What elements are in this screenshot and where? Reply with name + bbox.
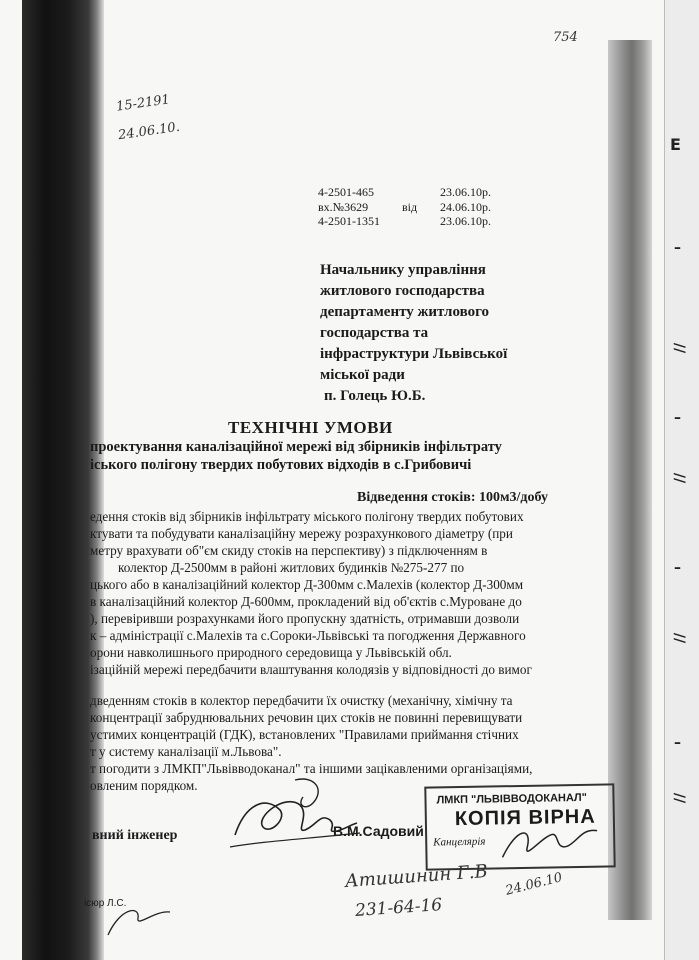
margin-mark: // bbox=[671, 342, 688, 354]
reg-date: 23.06.10р. bbox=[440, 185, 491, 199]
body-line: ), перевіривши розрахунками його пропускну здатність, отримавши дозволи bbox=[90, 611, 520, 626]
body-line: дведенням стоків в колектор передбачити їх очистку (механічну, хімічну та bbox=[90, 693, 513, 708]
handwritten-note: 24.06.10. bbox=[117, 119, 181, 144]
signatory-title: вний інженер bbox=[92, 828, 178, 843]
addressee-line: господарства та bbox=[320, 325, 429, 341]
body-line: в каналізаційний колектор Д-600мм, прокладений від об'єктів с.Муроване до bbox=[90, 594, 522, 609]
initials-icon bbox=[100, 900, 180, 940]
reg-date: 24.06.10р. bbox=[440, 200, 491, 214]
body-line: колектор Д-2500мм в районі житлових будинків №275-277 по bbox=[118, 560, 465, 575]
addressee-line: департаменту житлового bbox=[320, 304, 490, 320]
body-line: ізаційній мережі передбачити влаштування колодязів у відповідності до вимог bbox=[90, 662, 532, 677]
scan-shadow-left bbox=[22, 0, 100, 960]
margin-mark: // bbox=[671, 792, 688, 804]
body-line: едення стоків від збірників інфільтрату міського полігону твердих побутових bbox=[90, 509, 524, 524]
body-line: т погодити з ЛМКП"Львівводоканал" та іншими зацікавленими організаціями, bbox=[90, 761, 533, 776]
margin-mark: // bbox=[671, 632, 688, 644]
reg-number: 4-2501-1351 bbox=[318, 214, 380, 228]
document-subtitle: проектування каналізаційної мережі від збірників інфільтрату bbox=[90, 439, 502, 455]
margin-mark: – bbox=[674, 735, 681, 751]
addressee-line: міської ради bbox=[320, 367, 405, 383]
body-line bbox=[90, 678, 532, 692]
handwritten-date: 24.06.10 bbox=[504, 870, 564, 899]
signatory-name: В.М.Садовий bbox=[333, 823, 424, 839]
margin-mark: // bbox=[671, 472, 688, 484]
margin-mark: Е bbox=[670, 135, 681, 154]
discharge-volume: Відведення стоків: 100м3/добу bbox=[357, 490, 548, 505]
body-line: устимих концентрацій (ГДК), встановлених "Правилами приймання стічних bbox=[90, 727, 519, 742]
reg-date: 23.06.10р. bbox=[440, 214, 491, 228]
addressee-line: інфраструктури Львівської bbox=[320, 346, 508, 362]
document-subtitle: іського полігону твердих побутових відходів в с.Грибовичі bbox=[90, 457, 472, 473]
margin-mark: – bbox=[674, 560, 681, 576]
margin-mark: – bbox=[674, 410, 681, 426]
page-number: 754 bbox=[553, 30, 578, 45]
body-line: метру врахувати об"єм скиду стоків на перспективу) з підключенням в bbox=[90, 543, 488, 558]
stamp-title: КОПІЯ ВІРНА bbox=[454, 805, 596, 831]
handwritten-note: 15-2191 bbox=[115, 92, 171, 115]
stamp-org: ЛМКП "ЛЬВІВВОДОКАНАЛ" bbox=[436, 791, 588, 807]
margin-mark: – bbox=[674, 240, 681, 256]
body-line: орони навколишнього природного середовища у Львівській обл. bbox=[90, 645, 452, 660]
addressee-line: п. Голець Ю.Б. bbox=[324, 388, 426, 404]
body-line: цького або в каналізаційний колектор Д-300мм с.Малехів (колектор Д-300мм bbox=[90, 577, 524, 592]
document-title: ТЕХНІЧНІ УМОВИ bbox=[228, 418, 393, 437]
addressee-line: житлового господарства bbox=[320, 283, 485, 299]
body-line: т у систему каналізації м.Львова". bbox=[90, 744, 282, 759]
addressee-block bbox=[320, 260, 507, 407]
body-line: овленим порядком. bbox=[90, 778, 198, 793]
certified-copy-stamp bbox=[424, 783, 615, 870]
scan-shadow-right bbox=[608, 40, 652, 920]
handwritten-phone: 231-64-16 bbox=[354, 894, 443, 922]
executor: ісюр Л.С. bbox=[84, 898, 127, 909]
reg-word: від bbox=[402, 200, 418, 214]
reg-number: вх.№3629 bbox=[318, 200, 369, 214]
body-line: к – адміністрації с.Малехів та с.Сороки-Львівські та погодження Державного bbox=[90, 628, 526, 643]
body-text bbox=[90, 508, 532, 794]
stamp-signature-icon bbox=[497, 815, 608, 865]
body-line: концентрації забруднювальних речовин цих стоків не повинні перевищувати bbox=[90, 710, 523, 725]
body-line: ктувати та побудувати каналізаційну мережу розрахункового діаметру (при bbox=[90, 526, 513, 541]
stamp-office: Канцелярія bbox=[433, 835, 486, 849]
reg-number: 4-2501-465 bbox=[318, 185, 374, 199]
addressee-line: Начальнику управління bbox=[320, 262, 486, 278]
scan-shadow-left-edge bbox=[96, 0, 104, 960]
signature-icon bbox=[225, 775, 365, 855]
handwritten-name: Атишинин Г.В bbox=[344, 861, 489, 892]
